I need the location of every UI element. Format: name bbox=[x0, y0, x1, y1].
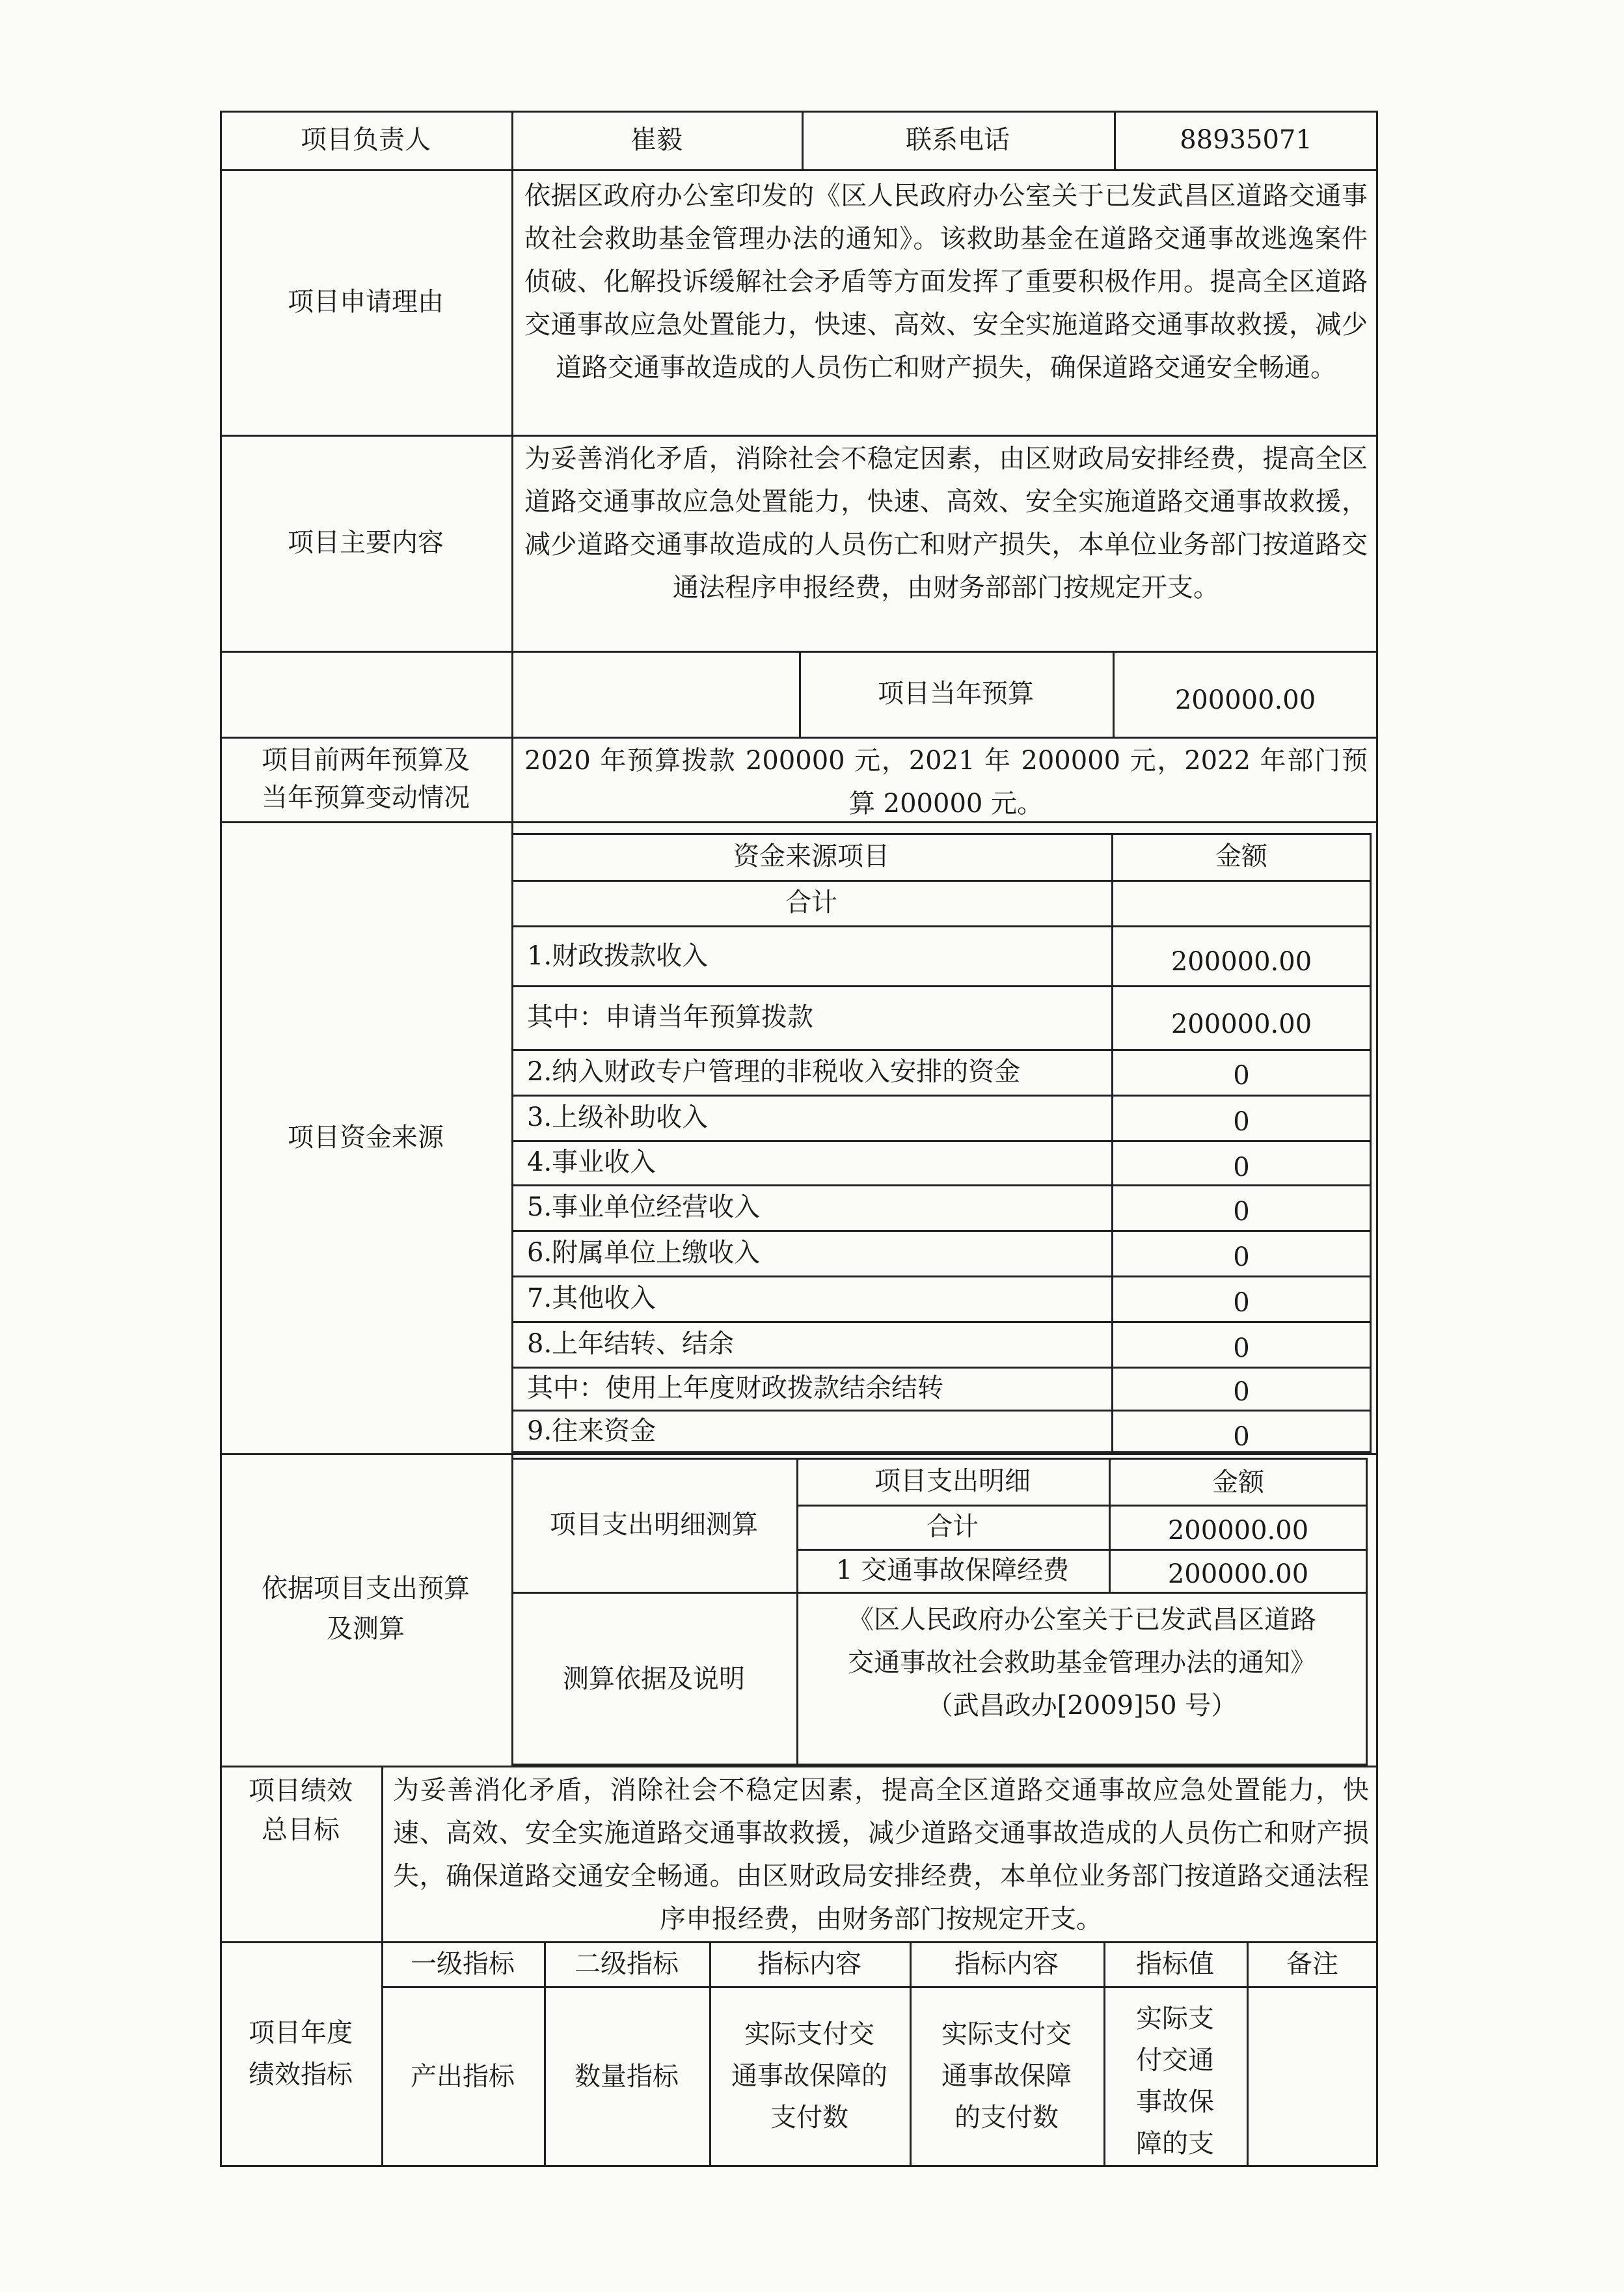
indicator-content1-line3: 支付数 bbox=[770, 2103, 848, 2133]
funding-amount: 0 bbox=[1233, 1288, 1250, 1318]
expense-row: 1 交通事故保障经费 bbox=[835, 1555, 1070, 1585]
funding-amount: 0 bbox=[1233, 1197, 1250, 1227]
indicator-header: 指标内容 bbox=[757, 1948, 861, 1979]
funding-header-amount: 金额 bbox=[1215, 841, 1267, 871]
basis-line2: 交通事故社会救助基金管理办法的通知》 bbox=[848, 1648, 1316, 1678]
phone-value: 88935071 bbox=[1180, 125, 1312, 155]
expense-header-amount: 金额 bbox=[1212, 1467, 1264, 1497]
funding-amount: 0 bbox=[1233, 1153, 1250, 1182]
funding-amount-total bbox=[1111, 880, 1372, 925]
reason-text: 依据区政府办公室印发的《区人民政府办公室关于已发武昌区道路交通事故社会救助基金管理办法的通知》。该救助基金在道路交通事故逃逸案件侦破、化解投诉缓解社会矛盾等方面发挥了重要积极作用。提高全区道路交通事故应急处置能力，快速、高效、安全实施道路交通事故救援，减少道路交通事故造成的人员伤亡和财产损失，确保道路交通安全畅通。 bbox=[524, 181, 1368, 383]
history-label-line2: 当年预算变动情况 bbox=[262, 783, 470, 813]
funding-row-total: 合计 bbox=[785, 888, 837, 918]
funding-row: 6.附属单位上缴收入 bbox=[527, 1238, 761, 1268]
indicator-content1-line1: 实际支付交 bbox=[744, 2019, 874, 2049]
funding-amount: 0 bbox=[1233, 1107, 1250, 1137]
funding-row: 其中：使用上年度财政拨款结余结转 bbox=[527, 1373, 943, 1403]
funding-amount: 200000.00 bbox=[1171, 1009, 1312, 1039]
indicator-header: 备注 bbox=[1286, 1948, 1338, 1979]
indicator-header: 指标内容 bbox=[954, 1948, 1059, 1979]
leader-label: 项目负责人 bbox=[301, 125, 431, 155]
indicator-header: 指标值 bbox=[1136, 1948, 1214, 1979]
expense-amount: 200000.00 bbox=[1167, 1559, 1309, 1589]
funding-amount: 0 bbox=[1233, 1061, 1250, 1091]
budget-value: 200000.00 bbox=[1174, 685, 1316, 715]
goal-label-line2: 总目标 bbox=[262, 1815, 340, 1845]
indicator-header: 二级指标 bbox=[575, 1948, 679, 1979]
funding-header-item: 资金来源项目 bbox=[733, 841, 889, 871]
indicator-level2: 数量指标 bbox=[575, 2062, 679, 2092]
indicators-label-line2: 绩效指标 bbox=[249, 2060, 353, 2090]
funding-row: 9.往来资金 bbox=[527, 1416, 656, 1446]
indicator-header: 一级指标 bbox=[411, 1948, 515, 1979]
indicator-content2-line1: 实际支付交 bbox=[941, 2019, 1072, 2049]
funding-amount: 0 bbox=[1233, 1422, 1250, 1452]
indicator-value-line4: 障的支 bbox=[1136, 2129, 1214, 2159]
funding-amount: 200000.00 bbox=[1171, 947, 1312, 977]
funding-row: 7.其他收入 bbox=[527, 1283, 656, 1313]
indicator-level1: 产出指标 bbox=[411, 2062, 515, 2092]
indicator-remark bbox=[1247, 1986, 1378, 2167]
funding-amount: 0 bbox=[1233, 1333, 1250, 1363]
indicator-content2-line2: 通事故保障 bbox=[941, 2061, 1072, 2091]
goal-text: 为妥善消化矛盾，消除社会不稳定因素，提高全区道路交通事故应急处置能力，快速、高效、安全实施道路交通事故救援，减少道路交通事故造成的人员伤亡和财产损失，确保道路交通安全畅通。由区财政局安排经费，本单位业务部门按道路交通法程序申报经费，由财务部门按规定开支。 bbox=[393, 1775, 1369, 1934]
indicator-value-line3: 事故保 bbox=[1136, 2087, 1214, 2117]
leader-name: 崔毅 bbox=[630, 125, 683, 155]
history-label-line1: 项目前两年预算及 bbox=[262, 745, 470, 775]
funding-row: 其中：申请当年预算拨款 bbox=[527, 1002, 813, 1032]
expense-header-item: 项目支出明细 bbox=[874, 1466, 1031, 1496]
phone-label: 联系电话 bbox=[906, 125, 1010, 155]
indicator-value-line2: 付交通 bbox=[1136, 2045, 1214, 2075]
funding-row: 3.上级补助收入 bbox=[527, 1102, 709, 1132]
indicator-content1-line2: 通事故保障的 bbox=[731, 2061, 887, 2091]
indicator-content2-line3: 的支付数 bbox=[954, 2103, 1059, 2133]
reason-label: 项目申请理由 bbox=[288, 287, 444, 317]
funding-row: 5.事业单位经营收入 bbox=[527, 1192, 761, 1222]
basis-line3: （武昌政办[2009]50 号） bbox=[927, 1691, 1238, 1721]
funding-label: 项目资金来源 bbox=[288, 1122, 444, 1153]
basis-line1: 《区人民政府办公室关于已发武昌区道路 bbox=[848, 1605, 1316, 1635]
expense-label-line2: 及测算 bbox=[327, 1614, 405, 1644]
expense-amount-total: 200000.00 bbox=[1167, 1516, 1309, 1546]
history-text: 2020 年预算拨款 200000 元，2021 年 200000 元，2022 年部门预算 200000 元。 bbox=[524, 746, 1368, 819]
indicator-value-line1: 实际支 bbox=[1136, 2004, 1214, 2034]
expense-row-total: 合计 bbox=[927, 1512, 979, 1542]
funding-row: 4.事业收入 bbox=[527, 1147, 656, 1177]
expense-label-line1: 依据项目支出预算 bbox=[262, 1574, 470, 1603]
goal-label-line1: 项目绩效 bbox=[249, 1776, 353, 1806]
indicators-label-line1: 项目年度 bbox=[249, 2018, 353, 2048]
funding-row: 1.财政拨款收入 bbox=[527, 941, 709, 971]
funding-row: 2.纳入财政专户管理的非税收入安排的资金 bbox=[527, 1057, 1021, 1087]
funding-amount: 0 bbox=[1233, 1242, 1250, 1272]
expense-detail-label: 项目支出明细测算 bbox=[550, 1510, 758, 1540]
content-label: 项目主要内容 bbox=[288, 528, 444, 558]
funding-amount: 0 bbox=[1233, 1377, 1250, 1407]
content-text: 为妥善消化矛盾，消除社会不稳定因素，由区财政局安排经费，提高全区道路交通事故应急处置能力，快速、高效、安全实施道路交通事故救援，减少道路交通事故造成的人员伤亡和财产损失，本单位业务部门按道路交通法程序申报经费，由财务部部门按规定开支。 bbox=[524, 444, 1368, 603]
budget-label: 项目当年预算 bbox=[878, 679, 1034, 709]
basis-label: 测算依据及说明 bbox=[563, 1663, 745, 1694]
funding-row: 8.上年结转、结余 bbox=[527, 1329, 735, 1359]
